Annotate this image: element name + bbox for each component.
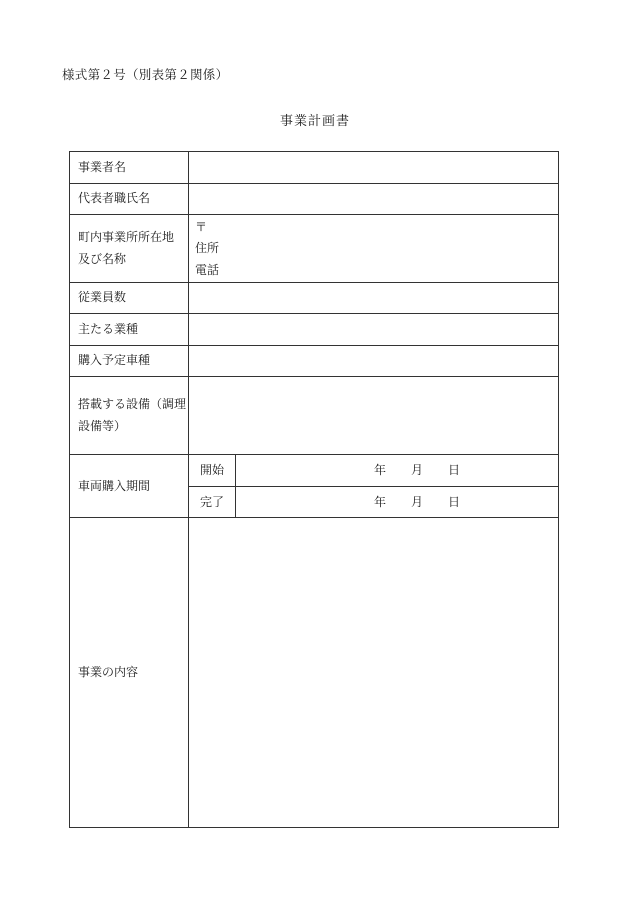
- employees-field[interactable]: [189, 283, 558, 313]
- period-end-label: 完了: [200, 495, 225, 509]
- start-month-unit: 月: [411, 463, 424, 477]
- end-day-unit: 日: [448, 495, 461, 509]
- start-day-unit: 日: [448, 463, 461, 477]
- label-employees: 従業員数: [78, 290, 127, 304]
- phone-label: 電話: [195, 263, 220, 277]
- period-start-date-field[interactable]: [236, 455, 558, 486]
- vehicle-type-field[interactable]: [189, 346, 558, 376]
- period-start-label: 開始: [200, 463, 225, 477]
- label-equipment: [78, 393, 188, 437]
- period-end-date-field[interactable]: [236, 487, 558, 517]
- start-year-unit: 年: [374, 463, 387, 477]
- label-main-industry: 主たる業種: [78, 322, 139, 336]
- label-equipment-line2: 設備等）: [78, 419, 127, 433]
- label-representative: 代表者職氏名: [78, 191, 151, 205]
- label-location-line2: 及び名称: [78, 252, 127, 266]
- form-number: 様式第２号（別表第２関係）: [62, 67, 229, 82]
- main-industry-field[interactable]: [189, 314, 558, 345]
- business-name-field[interactable]: [189, 152, 558, 183]
- label-purchase-period: 車両購入期間: [78, 479, 151, 493]
- label-equipment-line1: 搭載する設備（調理: [78, 397, 187, 411]
- postal-mark: 〒: [195, 220, 208, 234]
- label-vehicle-type: 購入予定車種: [78, 353, 151, 367]
- representative-field[interactable]: [189, 184, 558, 214]
- label-business-content: 事業の内容: [78, 665, 139, 679]
- end-month-unit: 月: [411, 495, 424, 509]
- label-business-name: 事業者名: [78, 160, 127, 174]
- end-year-unit: 年: [374, 495, 387, 509]
- location-field[interactable]: [189, 215, 558, 282]
- label-location-line1: 町内事業所所在地: [78, 230, 175, 244]
- business-content-field[interactable]: [189, 518, 558, 827]
- address-label: 住所: [195, 241, 220, 255]
- equipment-field[interactable]: [189, 377, 558, 454]
- label-location: [78, 226, 188, 270]
- document-title: 事業計画書: [279, 114, 350, 129]
